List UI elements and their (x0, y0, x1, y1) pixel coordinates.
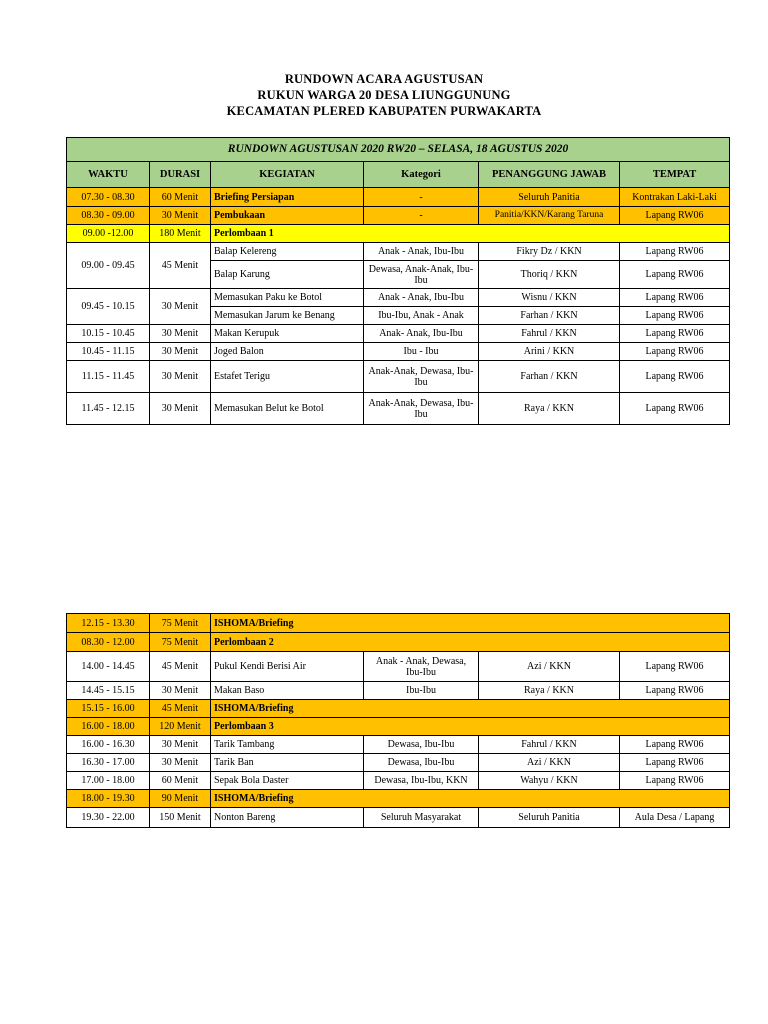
table-row (67, 633, 730, 652)
cell-waktu: 12.15 - 13.30 (67, 614, 150, 633)
cell-kegiatan: Tarik Tambang (211, 736, 364, 754)
table-row (67, 754, 730, 772)
cell-kegiatan: Balap Kelereng (211, 243, 364, 261)
cell-tempat: Aula Desa / Lapang (620, 808, 730, 828)
cell-kategori: Dewasa, Ibu-Ibu (364, 754, 479, 772)
table-row (67, 772, 730, 790)
cell-kegiatan: Briefing Persiapan (211, 188, 364, 207)
cell-kegiatan: Memasukan Jarum ke Benang (211, 307, 364, 325)
cell-waktu: 19.30 - 22.00 (67, 808, 150, 828)
cell-tempat: Kontrakan Laki-Laki (620, 188, 730, 207)
table-row (67, 790, 730, 808)
header-line-2: RUKUN WARGA 20 DESA LIUNGGUNUNG (257, 88, 511, 102)
rundown-table-2 (66, 613, 730, 828)
cell-pj: Raya / KKN (479, 393, 620, 425)
header-line-1: RUNDOWN ACARA AGUSTUSAN (284, 72, 484, 86)
cell-pj: Seluruh Panitia (479, 188, 620, 207)
cell-kategori: Anak - Anak, Ibu-Ibu (364, 289, 479, 307)
cell-pj: Wahyu / KKN (479, 772, 620, 790)
table-row (67, 393, 730, 425)
cell-kategori: Seluruh Masyarakat (364, 808, 479, 828)
cell-tempat: Lapang RW06 (620, 772, 730, 790)
cell-kegiatan: Memasukan Belut ke Botol (211, 393, 364, 425)
cell-pj: Panitia/KKN/Karang Taruna (479, 207, 620, 225)
table-title-row (67, 138, 730, 162)
cell-waktu: 08.30 - 09.00 (67, 207, 150, 225)
table-row (67, 343, 730, 361)
cell-waktu: 10.45 - 11.15 (67, 343, 150, 361)
cell-durasi: 30 Menit (150, 393, 211, 425)
cell-waktu: 07.30 - 08.30 (67, 188, 150, 207)
cell-tempat: Lapang RW06 (620, 736, 730, 754)
cell-pj: Seluruh Panitia (479, 808, 620, 828)
cell-kegiatan: Perlombaan 1 (211, 225, 730, 243)
cell-kegiatan: Pembukaan (211, 207, 364, 225)
cell-kategori: - (364, 207, 479, 225)
cell-tempat: Lapang RW06 (620, 261, 730, 289)
cell-kegiatan: Makan Baso (211, 682, 364, 700)
cell-waktu: 18.00 - 19.30 (67, 790, 150, 808)
cell-durasi: 60 Menit (150, 772, 211, 790)
col-kegiatan: KEGIATAN (211, 162, 364, 188)
cell-kegiatan: Pukul Kendi Berisi Air (211, 652, 364, 682)
cell-tempat: Lapang RW06 (620, 207, 730, 225)
cell-tempat: Lapang RW06 (620, 652, 730, 682)
cell-kategori: - (364, 188, 479, 207)
cell-waktu: 09.45 - 10.15 (67, 289, 150, 325)
cell-kegiatan: Perlombaan 2 (211, 633, 730, 652)
cell-tempat: Lapang RW06 (620, 307, 730, 325)
cell-kegiatan: Perlombaan 3 (211, 718, 730, 736)
cell-tempat: Lapang RW06 (620, 243, 730, 261)
cell-waktu: 14.45 - 15.15 (67, 682, 150, 700)
cell-durasi: 30 Menit (150, 682, 211, 700)
table-row (67, 289, 730, 307)
cell-tempat: Lapang RW06 (620, 343, 730, 361)
cell-durasi: 45 Menit (150, 700, 211, 718)
cell-waktu: 08.30 - 12.00 (67, 633, 150, 652)
cell-pj: Farhan / KKN (479, 361, 620, 393)
cell-durasi: 30 Menit (150, 343, 211, 361)
cell-durasi: 120 Menit (150, 718, 211, 736)
cell-durasi: 75 Menit (150, 633, 211, 652)
cell-kegiatan: ISHOMA/Briefing (211, 614, 730, 633)
table-title: RUNDOWN AGUSTUSAN 2020 RW20 – SELASA, 18 AGUSTUS 2020 (67, 138, 730, 162)
table-row (67, 736, 730, 754)
cell-pj: Thoriq / KKN (479, 261, 620, 289)
table-row (67, 614, 730, 633)
cell-waktu: 14.00 - 14.45 (67, 652, 150, 682)
cell-waktu: 15.15 - 16.00 (67, 700, 150, 718)
cell-tempat: Lapang RW06 (620, 682, 730, 700)
cell-waktu: 16.00 - 16.30 (67, 736, 150, 754)
col-penanggung-jawab: PENANGGUNG JAWAB (479, 162, 620, 188)
cell-durasi: 45 Menit (150, 652, 211, 682)
cell-durasi: 30 Menit (150, 289, 211, 325)
cell-durasi: 150 Menit (150, 808, 211, 828)
table-row (67, 225, 730, 243)
cell-kategori: Anak- Anak, Ibu-Ibu (364, 325, 479, 343)
cell-kategori: Anak - Anak, Ibu-Ibu (364, 243, 479, 261)
cell-pj: Azi / KKN (479, 754, 620, 772)
cell-kategori: Dewasa, Anak-Anak, Ibu-Ibu (364, 261, 479, 289)
cell-durasi: 90 Menit (150, 790, 211, 808)
cell-durasi: 45 Menit (150, 243, 211, 289)
cell-waktu: 09.00 -12.00 (67, 225, 150, 243)
col-kategori: Kategori (364, 162, 479, 188)
cell-durasi: 30 Menit (150, 325, 211, 343)
cell-waktu: 10.15 - 10.45 (67, 325, 150, 343)
table-row (67, 188, 730, 207)
cell-waktu: 11.15 - 11.45 (67, 361, 150, 393)
cell-tempat: Lapang RW06 (620, 325, 730, 343)
rundown-table-1 (66, 137, 730, 425)
col-waktu: WAKTU (67, 162, 150, 188)
cell-kegiatan: Balap Karung (211, 261, 364, 289)
cell-kategori: Dewasa, Ibu-Ibu, KKN (364, 772, 479, 790)
cell-kegiatan: Estafet Terigu (211, 361, 364, 393)
cell-waktu: 16.30 - 17.00 (67, 754, 150, 772)
cell-kategori: Anak-Anak, Dewasa, Ibu-Ibu (364, 393, 479, 425)
cell-durasi: 30 Menit (150, 207, 211, 225)
cell-kegiatan: ISHOMA/Briefing (211, 790, 730, 808)
cell-waktu: 16.00 - 18.00 (67, 718, 150, 736)
col-tempat: TEMPAT (620, 162, 730, 188)
cell-durasi: 30 Menit (150, 754, 211, 772)
cell-pj: Fikry Dz / KKN (479, 243, 620, 261)
cell-durasi: 180 Menit (150, 225, 211, 243)
table-row (67, 652, 730, 682)
cell-tempat: Lapang RW06 (620, 393, 730, 425)
document-header (0, 71, 768, 119)
table-row (67, 243, 730, 261)
table-row (67, 700, 730, 718)
table-row (67, 718, 730, 736)
cell-kegiatan: Makan Kerupuk (211, 325, 364, 343)
cell-tempat: Lapang RW06 (620, 289, 730, 307)
cell-kategori: Dewasa, Ibu-Ibu (364, 736, 479, 754)
cell-kegiatan: Sepak Bola Daster (211, 772, 364, 790)
cell-kegiatan: Joged Balon (211, 343, 364, 361)
cell-pj: Wisnu / KKN (479, 289, 620, 307)
col-durasi: DURASI (150, 162, 211, 188)
cell-durasi: 30 Menit (150, 736, 211, 754)
cell-pj: Arini / KKN (479, 343, 620, 361)
table-row (67, 325, 730, 343)
table-row (67, 808, 730, 828)
cell-kategori: Ibu-Ibu (364, 682, 479, 700)
cell-kegiatan: Tarik Ban (211, 754, 364, 772)
cell-pj: Farhan / KKN (479, 307, 620, 325)
header-line-3: KECAMATAN PLERED KABUPATEN PURWAKARTA (226, 104, 542, 118)
cell-kategori: Anak-Anak, Dewasa, Ibu-Ibu (364, 361, 479, 393)
cell-waktu: 11.45 - 12.15 (67, 393, 150, 425)
cell-kategori: Ibu - Ibu (364, 343, 479, 361)
cell-durasi: 75 Menit (150, 614, 211, 633)
table-header-row (67, 162, 730, 188)
cell-pj: Azi / KKN (479, 652, 620, 682)
cell-waktu: 17.00 - 18.00 (67, 772, 150, 790)
table-row (67, 682, 730, 700)
cell-kegiatan: Memasukan Paku ke Botol (211, 289, 364, 307)
cell-tempat: Lapang RW06 (620, 361, 730, 393)
cell-durasi: 30 Menit (150, 361, 211, 393)
cell-waktu: 09.00 - 09.45 (67, 243, 150, 289)
cell-pj: Fahrul / KKN (479, 736, 620, 754)
cell-kategori: Ibu-Ibu, Anak - Anak (364, 307, 479, 325)
cell-durasi: 60 Menit (150, 188, 211, 207)
cell-pj: Raya / KKN (479, 682, 620, 700)
table-row (67, 207, 730, 225)
cell-tempat: Lapang RW06 (620, 754, 730, 772)
table-row (67, 361, 730, 393)
cell-kegiatan: ISHOMA/Briefing (211, 700, 730, 718)
cell-kegiatan: Nonton Bareng (211, 808, 364, 828)
cell-pj: Fahrul / KKN (479, 325, 620, 343)
cell-kategori: Anak - Anak, Dewasa, Ibu-Ibu (364, 652, 479, 682)
